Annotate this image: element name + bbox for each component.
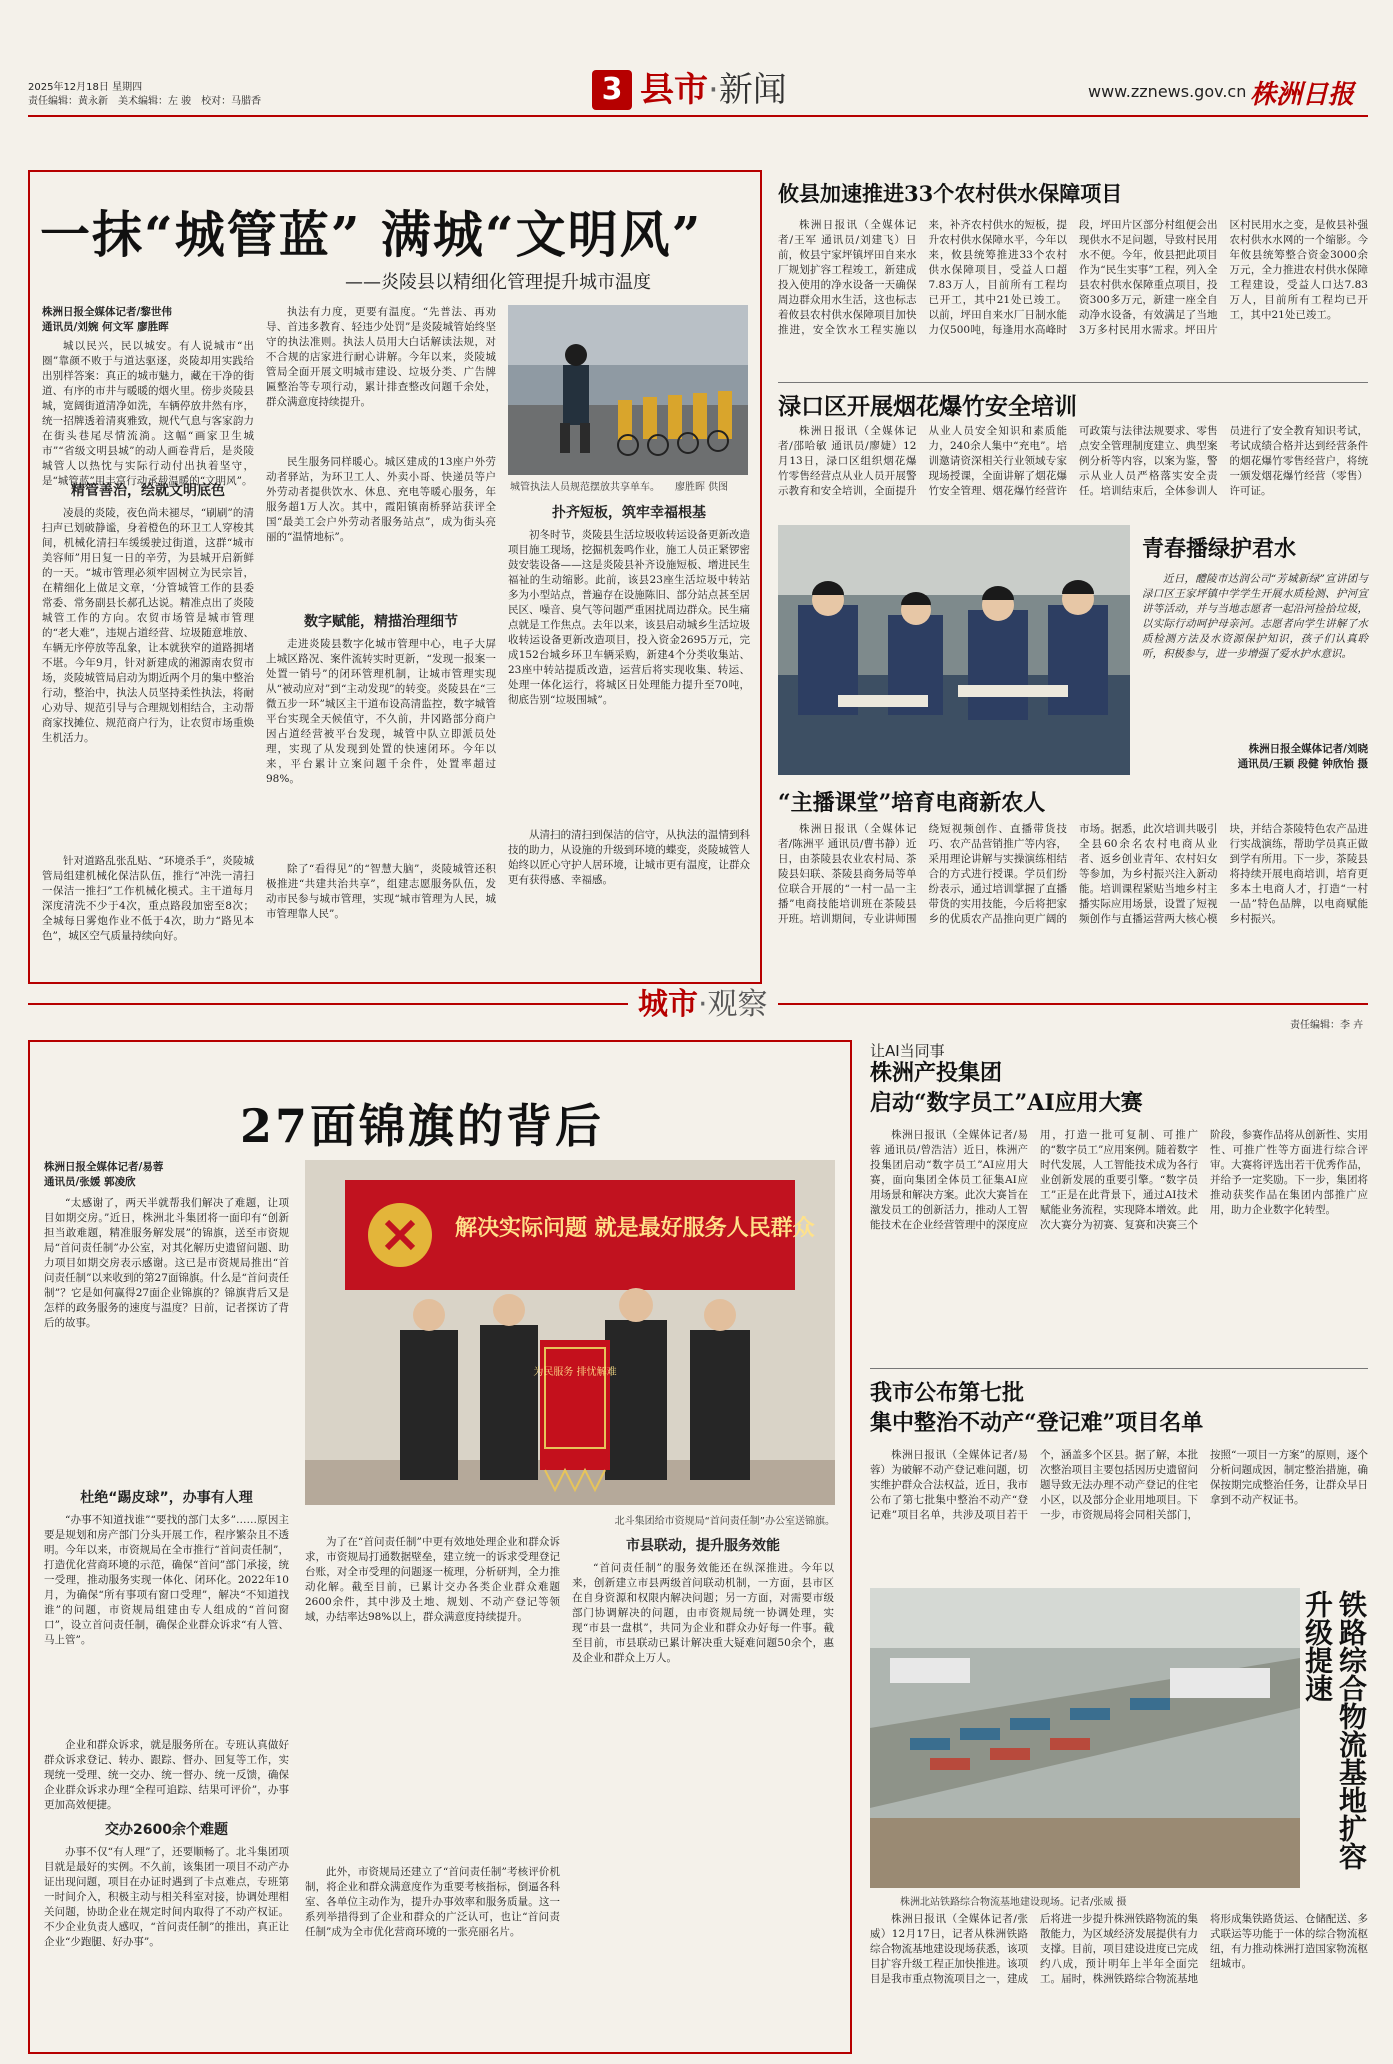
article7-kicker: 让AI当同事 xyxy=(870,1042,945,1060)
article1-body8: 初冬时节，炎陵县生活垃圾收转运设备更新改造项目施工现场，挖掘机轰鸣作业，施工人员正紧锣密鼓安装设备——这是炎陵县补齐设施短板、增进民生福祉的生动缩影。此前，该县23座生活垃圾中转站多为小型站点，普遍存在设施陈旧、部分站点甚至居民区、噪音、臭气等问题严重困扰周边群众。民生痛点就是工作焦点。去年以来，该县启动城乡生活垃圾收转运设备更新改造项目，投入资金2695万元，完成152台城乡环卫车辆采购，新建4个分类收集站、23座中转站提质改造，运营后将实现收集、转运、处理一体化运行，将城区日处理能力提升至70吨，彻底告别“垃圾围城”。 xyxy=(508,529,750,706)
article6-body3: 企业和群众诉求，就是服务所在。专班认真做好群众诉求登记、转办、跟踪、督办、回复等工作，实现统一受理、统一交办、统一督办、统一反馈，确保企业群众诉求办理“全程可追踪、结果可评价”，办事更加高效便捷。 xyxy=(44,1739,289,1811)
article2-divider xyxy=(778,382,1368,383)
section2-dot: · xyxy=(698,987,708,1022)
photo-banner-text: 解决实际问题 就是最好服务人民群众 xyxy=(455,1216,815,1241)
article6-body7: “首问责任制”的服务效能还在纵深推进。今年以来，创新建立市县两级首问联动机制，一方面，县市区在自身资源和权限内解决问题；另一方面，对需要市级部门协调解决的问题，由市资规局统一协调处理，实现“市县一盘棋”，共同为企业和群众办好每一件事。截至目前，市县联动已累计解决重大疑难问题50余个，惠及企业和群众上万人。 xyxy=(572,1562,834,1664)
article4-title: 青春播绿护君水 xyxy=(1142,536,1297,562)
article8-title: 我市公布第七批 集中整治不动产“登记难”项目名单 xyxy=(870,1380,1204,1436)
article4-body: 近日，醴陵市达润公司“芳城新绿”宣讲团与渌口区王家坪镇中学学生开展水质检测、护河宣讲等活动，并与当地志愿者一起沿河捡拾垃圾，以实际行动呵护母亲河。志愿者向学生讲解了水质检测方法及水资源保护知识，孩子们认真聆听，积极参与，进一步增强了爱水护水意识。 xyxy=(1142,573,1368,660)
page-number: 3 xyxy=(601,72,623,107)
article3-body: 株洲日报讯（全媒体记者/邵哈敏 通讯员/廖婕）12月13日，渌口区组织烟花爆竹零售经营点从业人员开展警示教育和安全培训，全面提升从业人员安全知识和素质能力，240余人集中“充电”。培训邀请资深相关行业领域专家现场授课，全面讲解了烟花爆竹安全管理、烟花爆竹经营许可政策与法律法规要求、零售点安全管理制度建立、典型案例分析等内容，以案为鉴，警示从业人员严格落实安全责任。培训结束后，全体参训人员进行了安全教育知识考试，考试成绩合格并达到经营条件的烟花爆竹零售经营户，将统一颁发烟花爆竹经营（零售）许可证。 xyxy=(778,425,1368,497)
article7-body: 株洲日报讯（全媒体记者/易蓉 通讯员/曾浩洁）近日，株洲产投集团启动“数字员工”AI应用大赛，面向集团全体员工征集AI应用场景和解决方案。此次大赛旨在激发员工的创新活力，推动人工智能技术在企业经营管理中的深度应用，打造一批可复制、可推广的“数字员工”应用案例。随着数字时代发展，人工智能技术成为各行业创新发展的重要引擎。“数字员工”正是在此背景下，通过AI技术赋能业务流程，实现降本增效。此次大赛分为初赛、复赛和决赛三个阶段，参赛作品将从创新性、实用性、可推广性等方面进行综合评审。大赛将评选出若干优秀作品，并给予一定奖励。下一步，集团将推动获奖作品在集团内部推广应用，助力企业数字化转型。 xyxy=(870,1129,1368,1231)
article1-col1 xyxy=(42,305,254,975)
article6-body4: 办事不仅“有人理”了，还要顺畅了。北斗集团项目就是最好的实例。不久前，该集团一项目不动产办证出现问题，项目在办证时遇到了卡点难点，专班第一时间介入，积极主动与相关科室对接，协调处理相关问题，协助企业在规定时间内取得了不动产权证。不少企业负责人感叹，“首问责任制”的推出，真正让企业“少跑腿、好办事”。 xyxy=(44,1846,289,1948)
article5-body: 株洲日报讯（全媒体记者/陈洲平 通讯员/曹书静）近日，由茶陵县农业农村局、茶陵县妇联、茶陵县商务局等单位联合开展的“一村一品一主播”电商技能培训班在茶陵县开班。培训期间，专业讲师围绕短视频创作、直播带货技巧、农产品营销推广等内容，采用理论讲解与实操演练相结合的方式进行授课。学员们纷纷表示，通过培训掌握了直播带货的实用技能，今后将把家乡的优质农产品推向更广阔的市场。据悉，此次培训共吸引全县60余名农村电商从业者、返乡创业青年、农村妇女等参加，为乡村振兴注入新动能。培训课程紧贴当地乡村主播实际应用场景，设置了短视频创作与直播运营两大核心模块，并结合茶陵特色农产品进行实战演练，帮助学员真正做到学有所用。下一步，茶陵县将持续开展电商培训，培育更多本土电商人才，打造“一村一品”特色品牌，以电商赋能乡村振兴。 xyxy=(778,823,1368,925)
article1-photo xyxy=(508,305,748,475)
header-date: 2025年12月18日 星期四 xyxy=(28,82,143,93)
article1-body1: 城以民兴，民以城安。有人说城市“出圈”靠颜不败于与道达驱逐，炎陵却用实践给出别样答案：真正的城市魅力，藏在干净的街道、有序的市井与暖暖的烟火里。傍步炎陵县城，宽阔街道清净如洗，车辆停放井然有序，统一招牌透着清爽雅致，规代气息与客家韵力在街头巷尾尽情流淌。这幅“画家卫生城市”“省级文明县城”的动人画卷背后，是炎陵城管人以热忱与实际行动付出执着坚守，是“城管蓝”用丰富行动承载温暖的“文明风”。 xyxy=(42,340,254,487)
article9-photo-image xyxy=(870,1588,1300,1888)
article6-col2 xyxy=(305,1535,560,2040)
section-title xyxy=(640,70,787,110)
article6-body6: 此外，市资规局还建立了“首问责任制”考核评价机制，将企业和群众满意度作为重要考核指标，倒逼各科室、各单位主动作为，提升办事效率和服务质量。这一系列举措得到了企业和群众的广泛认可，也让“首问责任制”成为全市优化营商环境的一张亮丽名片。 xyxy=(305,1866,560,1938)
article6-body1: “太感谢了，两天半就帮我们解决了难题，让项目如期交房。”近日，株洲北斗集团将一面印有“创新担当敢难题，精准服务解发展”的锦旗，送至市资规局“首问责任制”办公室，对其化解历史遗留问题、助力项目如期交房表示感谢。这已是市资规局推出“首问责任制”以来收到的第27面锦旗。什么是“首问责任制”？它是如何赢得27面企业锦旗的？锦旗背后又是怎样的政务服务的速度与温度？日前，记者探访了背后的故事。 xyxy=(44,1197,289,1329)
article6-photo xyxy=(305,1160,835,1505)
section2-editor: 责任编辑：李 卉 xyxy=(1290,1020,1364,1031)
article1-body6: 走进炎陵县数字化城市管理中心，电子大屏上城区路况、案件流转实时更新，“发现一报案一处置一销号”的闭环管理机制，让城市管理实现从“被动应对”到“主动发现”的转变。炎陵县在“三微五步一环”城区主干道布设高清监控，数字城管平台实现全天候值守，不久前，井冈路部分商户因占道经营被平台发现，城管中队立即派员处理，实现了从发现到处置的快速闭环。今年以来，平台累计立案问题千余件，处置率超过98%。 xyxy=(266,638,496,785)
article6-title: 27面锦旗的背后 xyxy=(240,1099,605,1153)
pennant-text: 为民服务 排忧解难 xyxy=(533,1367,617,1378)
article1-subhead1: 精管善治，绘就文明底色 xyxy=(71,483,225,499)
page-number-badge xyxy=(592,70,632,110)
article3-title: 渌口区开展烟花爆竹安全培训 xyxy=(778,393,1077,420)
section-dot: · xyxy=(708,70,719,110)
article1-body5: 民生服务同样暖心。城区建成的13座户外劳动者驿站，为环卫工人、外卖小哥、快递员等户外劳动者提供饮水、休息、充电等暖心服务，年服务超1万人次。其中，霞阳镇南桥驿站获评全国“最美工会户外劳动者服务站点”，成为街头亮丽的“温情地标”。 xyxy=(266,456,496,543)
article6-subhead3: 市县联动，提升服务效能 xyxy=(626,1538,780,1554)
article9-photo-caption: 株洲北站铁路综合物流基地建设现场。记者/张威 摄 xyxy=(900,1897,1127,1908)
article1-photo-caption: 城管执法人员规范摆放共享单车。 廖胜晖 供图 xyxy=(510,482,729,493)
article6-body5: 为了在“首问责任制”中更有效地处理企业和群众诉求，市资规局打通数据壁垒，建立统一的诉求受理登记台账，对全市受理的问题逐一梳理，分析研判，全力推动化解。截至目前，已累计交办各类企业群众难题2600余件，其中涉及土地、规划、不动产登记等领域，办结率达98%以上，群众满意度持续提升。 xyxy=(305,1536,560,1623)
article1-body4: 执法有力度，更要有温度。“先普法、再劝导、首违多教育、轻违少处罚”是炎陵城管始终坚守的执法准则。执法人员用大白话解读法规，对不合规的店家进行耐心讲解。今年以来，炎陵城管局全面开展文明城市建设、垃圾分类、广告牌匾整治等专项行动，累计排查整改问题千余处，群众满意度持续提升。 xyxy=(266,306,496,408)
article7-divider xyxy=(870,1368,1368,1369)
article1-byline: 株洲日报全媒体记者/黎世伟 通讯员/刘婉 何文军 廖胜晖 xyxy=(42,306,172,333)
article9-photo xyxy=(870,1588,1300,1888)
article2-title: 攸县加速推进33个农村供水保障项目 xyxy=(778,181,1123,206)
article1-body9: 从清扫的清扫到保洁的信守，从执法的温情到科技的助力，从设施的升级到环境的蝶变，炎陵城管人始终以匠心守护人居环境，让城市更有温度，让群众更有获得感、幸福感。 xyxy=(508,829,750,886)
section2-name: 城市 xyxy=(638,987,698,1022)
article1-photo-image xyxy=(508,305,748,475)
article6-col3 xyxy=(572,1535,834,2040)
header-editors: 责任编辑：黄永新 美术编辑：左 骏 校对：马腊香 xyxy=(28,96,262,107)
article6-byline: 株洲日报全媒体记者/易蓉 通讯员/张媛 郭凌欣 xyxy=(44,1161,164,1188)
article7-title: 株洲产投集团 启动“数字员工”AI应用大赛 xyxy=(870,1060,1143,1116)
section2-title xyxy=(628,985,778,1025)
website: www.zznews.gov.cn xyxy=(1088,82,1247,101)
article1-subtitle: ——炎陵县以精细化管理提升城市温度 xyxy=(345,272,651,293)
header-rule xyxy=(28,115,1368,117)
section-sub: 新闻 xyxy=(718,70,787,110)
article4-photo-image xyxy=(778,525,1130,775)
article1-subhead3: 扑齐短板，筑牢幸福根基 xyxy=(552,505,706,521)
article9-body: 株洲日报讯（全媒体记者/张威）12月17日，记者从株洲铁路综合物流基地建设现场获悉，该项目扩容升级工程正加快推进。该项目是我市重点物流项目之一，建成后将进一步提升株洲铁路物流的集散能力，为区域经济发展提供有力支撑。目前，项目建设进度已完成约八成，预计明年上半年全面完工。届时，株洲铁路综合物流基地将形成集铁路货运、仓储配送、多式联运等功能于一体的综合物流枢纽，有力推动株洲打造国家物流枢纽城市。 xyxy=(870,1913,1368,1985)
article6-photo-image xyxy=(305,1160,835,1505)
article9-title: 铁路综合物流基地扩容升级提速 xyxy=(1301,1590,1368,1870)
article1-col3 xyxy=(508,500,750,975)
article1-subhead2: 数字赋能，精描治理细节 xyxy=(304,614,458,630)
section2-sub: 观察 xyxy=(707,987,768,1022)
section-name: 县市 xyxy=(640,70,708,110)
article4-byline: 株洲日报全媒体记者/刘晓 通讯员/王颖 段健 钟欣怡 摄 xyxy=(1237,743,1368,770)
article6-col1 xyxy=(44,1160,289,2040)
article6-photo-caption: 北斗集团给市资规局“首问责任制”办公室送锦旗。 xyxy=(614,1516,835,1527)
masthead-logo: 株洲日报 xyxy=(1250,80,1355,110)
article1-col2 xyxy=(266,305,496,975)
article4-photo xyxy=(778,525,1130,775)
article1-body2: 凌晨的炎陵，夜色尚未褪尽，“刷刷”的清扫声已划破静谧，身着橙色的环卫工人穿梭其间，机械化清扫车缓缓驶过街道，这群“城市美容师”用日复一日的辛劳，为县城开启新鲜的一天。“城市管理必须牢固树立为民宗旨，在精细化上做足文章，‘分管城管工作的县委常委、常务副县长郝孔达说。精准点出了炎陵城管工作的方向。农贸市场管是城市管理的“老大难”，违规占道经营、垃圾随意堆放、车辆无序停放等乱象，让本就狭窄的道路拥堵不堪。今年9月，针对新建成的湘源南农贸市场，炎陵城管局启动为期近两个月的集中整治行动，整治中，执法人员坚持柔性执法，将耐心劝导、规范引导与合理规划相结合，主动帮商家找摊位、规范商户行为，让农贸市场重焕生机活力。 xyxy=(42,507,254,744)
article6-subhead1: 杜绝“踢皮球”，办事有人理 xyxy=(80,1490,253,1506)
article8-body: 株洲日报讯（全媒体记者/易蓉）为破解不动产登记难问题，切实维护群众合法权益，近日，我市公布了第七批集中整治不动产“登记难”项目名单，共涉及项目若干个，涵盖多个区县。据了解，本批次整治项目主要包括因历史遗留问题导致无法办理不动产登记的住宅小区，以及部分企业用地项目。下一步，市资规局将会同相关部门，按照“一项目一方案”的原则，逐个分析问题成因，制定整治措施，确保按期完成整治任务，让群众早日拿到不动产权证书。 xyxy=(870,1449,1368,1521)
article1-body7: 除了“看得见”的“智慧大脑”，炎陵城管还积极推进“共建共治共享”，组建志愿服务队伍，发动市民参与城市管理，实现“城市管理为人民，城市管理靠人民”。 xyxy=(266,863,496,920)
article5-title: “主播课堂”培育电商新农人 xyxy=(778,790,1046,816)
article1-body3: 针对道路乱张乱贴、“环境杀手”，炎陵城管局组建机械化保洁队伍，推行“冲洗一清扫一保洁一推扫”工作机械化模式。主干道每月深度清洗不少于4次，重点路段加密至8次；全城每日雾炮作业不低于4次，助力“路见本色”，城区空气质量持续向好。 xyxy=(42,855,254,942)
article2-body: 株洲日报讯（全媒体记者/王军 通讯员/刘建飞）日前，攸县宁家坪镇坪田自来水厂规划扩容工程竣工，新建成投入使用的净水设备一天确保周边群众用水生活，这也标志着攸县农村供水保障项目加快推进，安全饮水工程实施以来，补齐农村供水的短板，提升农村供水保障水平，今年以来，攸县统筹推进33个农村供水保障项目，受益人口超7.83万人，目前所有工程均已开工，其中21处已竣工。以前，坪田自来水厂日制水能力仅500吨，每逢用水高峰时段，坪田片区部分村组便会出现供水不足问题，导致村民用水不便。今年，攸县把此项目作为“民生实事”工程，列入全县农村供水保障重点项目，投资300多万元，新建一座全自动净水设备，有效满足了当地3万多村民用水需求。坪田片区村民用水之变，是攸县补强农村供水水网的一个缩影。今年攸县统筹整合资金3000余万元，全力推进农村供水保障工程建设，受益人口达7.83万人，目前所有工程均已开工，其中21处已竣工。 xyxy=(778,219,1368,336)
article1-title: 一抹“城管蓝” 满城“文明风” xyxy=(40,205,703,264)
article6-subhead2: 交办2600余个难题 xyxy=(105,1822,228,1838)
article6-body2: “办事不知道找谁”“要找的部门太多”……原因主要是规划和房产部门分头开展工作，程序繁杂且不透明。今年以来，市资规局在全市推行“首问责任制”，打造优化营商环境的示范，确保“首问”部门承接，统一受理，推动服务实现一体化、闭环化。2022年10月，为确保“所有事项有窗口受理”，解决“不知道找谁”的问题，市资规局组建由专人组成的“首问窗口”，设立首问责任制，确保企业群众诉求“有人管、马上管”。 xyxy=(44,1514,289,1646)
